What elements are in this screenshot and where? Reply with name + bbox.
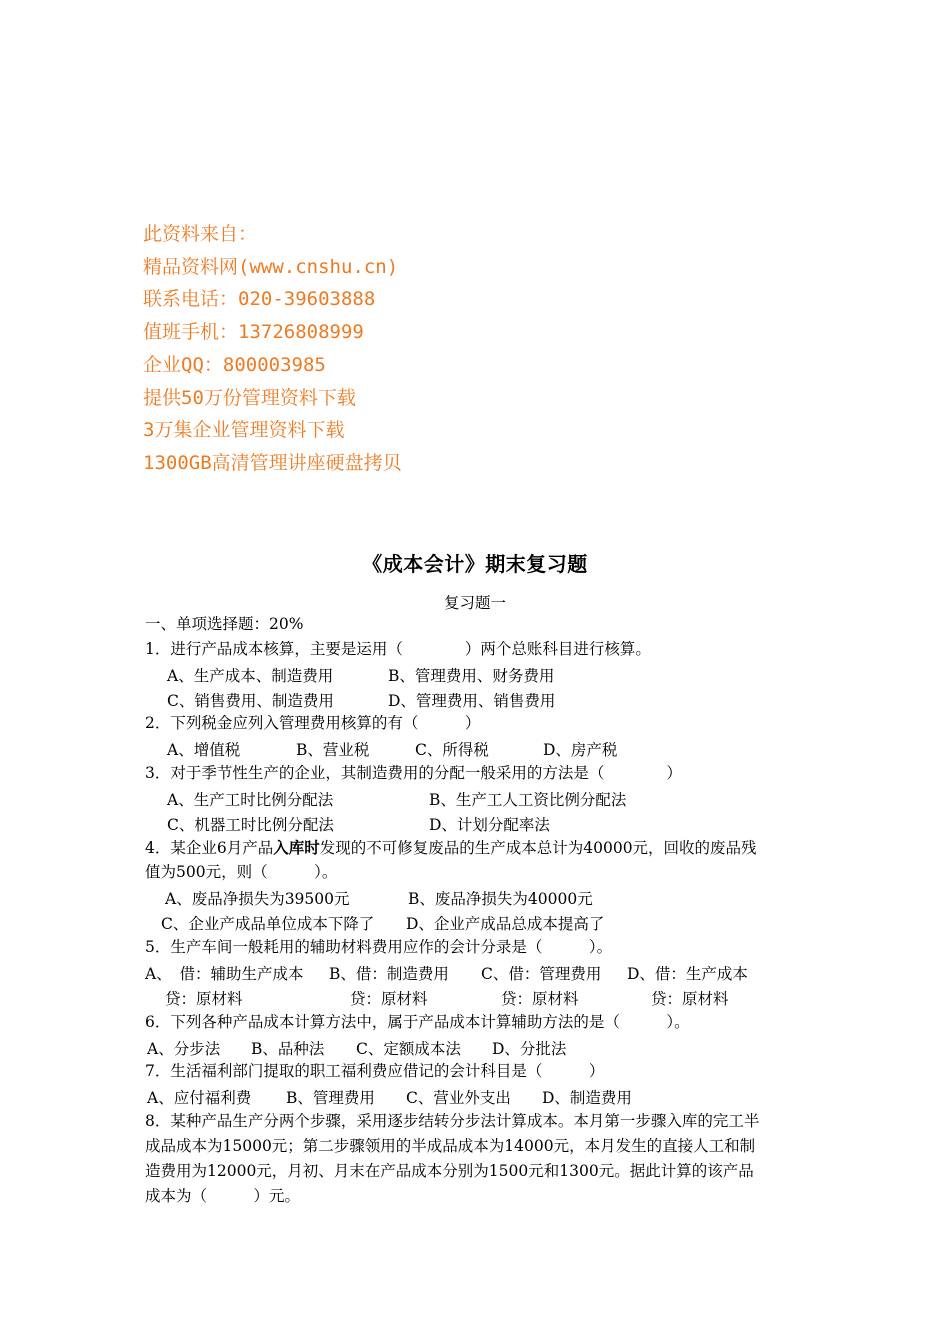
question-8-line: 8．某种产品生产分两个步骤，采用逐步结转分步法计算成本。本月第一步骤入库的完工半 <box>145 1112 760 1130</box>
q6-option-d: D、分批法 <box>492 1040 567 1058</box>
promo-line: 提供50万份管理资料下载 <box>143 386 356 409</box>
q5-option-d: D、借：生产成本 <box>627 965 748 983</box>
q4-text-end: 发现的不可修复废品的生产成本总计为40000元，回收的废品残 <box>319 839 757 857</box>
q6-option-a: A、分步法 <box>147 1040 221 1058</box>
question-4 <box>145 838 757 858</box>
promo-line: 1300GB高清管理讲座硬盘拷贝 <box>143 451 402 474</box>
question-2: 2．下列税金应列入管理费用核算的有（ ） <box>145 714 481 732</box>
question-8-line: 成品成本为15000元；第二步骤领用的半成品成本为14000元，本月发生的直接人工和制 <box>145 1137 756 1155</box>
promo-line: 企业QQ：800003985 <box>143 353 326 376</box>
promo-line: 联系电话：020-39603888 <box>143 288 376 311</box>
q3-option-b: B、生产工人工资比例分配法 <box>429 791 627 809</box>
q4-option-a: A、废品净损失为39500元 <box>165 890 350 908</box>
q6-option-b: B、品种法 <box>251 1040 325 1058</box>
q7-option-b: B、管理费用 <box>286 1089 375 1107</box>
question-4-continued: 值为500元，则（ ）。 <box>145 863 338 881</box>
q1-option-d: D、管理费用、销售费用 <box>388 692 556 710</box>
document-title: 《成本会计》期末复习题 <box>362 552 588 576</box>
section-heading: 一、单项选择题：20% <box>145 615 304 633</box>
q4-option-b: B、废品净损失为40000元 <box>408 890 593 908</box>
question-1: 1．进行产品成本核算，主要是运用（ ）两个总账科目进行核算。 <box>145 640 651 658</box>
promo-line: 值班手机：13726808999 <box>143 321 364 344</box>
q2-option-d: D、房产税 <box>543 741 618 759</box>
question-5: 5．生产车间一般耗用的辅助材料费用应作的会计分录是（ ）。 <box>145 938 613 956</box>
promo-block <box>143 218 402 480</box>
q5-credit-c: 贷：原材料 <box>501 990 579 1008</box>
q3-option-a: A、生产工时比例分配法 <box>167 791 334 809</box>
q5-option-b: B、借：制造费用 <box>329 965 449 983</box>
promo-line: 此资料来自： <box>143 223 258 245</box>
q5-option-a: A、 借：辅助生产成本 <box>145 965 304 983</box>
question-6: 6．下列各种产品成本计算方法中，属于产品成本计算辅助方法的是（ ）。 <box>145 1013 690 1031</box>
question-8-line: 成本为（ ）元。 <box>145 1187 301 1205</box>
q1-option-a: A、生产成本、制造费用 <box>167 667 334 685</box>
q1-option-c: C、销售费用、制造费用 <box>167 692 334 710</box>
q5-credit-d: 贷：原材料 <box>651 990 729 1008</box>
q4-option-d: D、企业产成品总成本提高了 <box>406 915 605 933</box>
q1-option-b: B、管理费用、财务费用 <box>388 667 555 685</box>
q3-option-c: C、机器工时比例分配法 <box>167 816 334 834</box>
q4-text-start: 4．某企业6月产品 <box>145 839 274 857</box>
q4-emphasis: 入库时 <box>273 838 320 857</box>
question-8-line: 造费用为12000元，月初、月末在产品成本分别为1500元和1300元。据此计算的该产品 <box>145 1162 754 1180</box>
promo-line: 3万集企业管理资料下载 <box>143 419 345 442</box>
q6-option-c: C、定额成本法 <box>356 1040 461 1058</box>
promo-line: 精品资料网(www.cnshu.cn) <box>143 255 399 278</box>
q2-option-b: B、营业税 <box>296 741 370 759</box>
question-7: 7．生活福利部门提取的职工福利费应借记的会计科目是（ ） <box>145 1062 605 1080</box>
q2-option-c: C、所得税 <box>415 741 489 759</box>
q5-credit-b: 贷：原材料 <box>350 990 428 1008</box>
q7-option-d: D、制造费用 <box>542 1089 632 1107</box>
q5-credit-a: 贷：原材料 <box>165 990 243 1008</box>
document-subtitle: 复习题一 <box>443 594 506 612</box>
q7-option-c: C、营业外支出 <box>406 1089 511 1107</box>
question-3: 3．对于季节性生产的企业，其制造费用的分配一般采用的方法是（ ） <box>145 764 682 782</box>
q5-option-c: C、借：管理费用 <box>481 965 602 983</box>
q2-option-a: A、增值税 <box>167 741 241 759</box>
q4-option-c: C、企业产成品单位成本下降了 <box>161 915 375 933</box>
q7-option-a: A、应付福利费 <box>147 1089 252 1107</box>
q3-option-d: D、计划分配率法 <box>429 816 550 834</box>
